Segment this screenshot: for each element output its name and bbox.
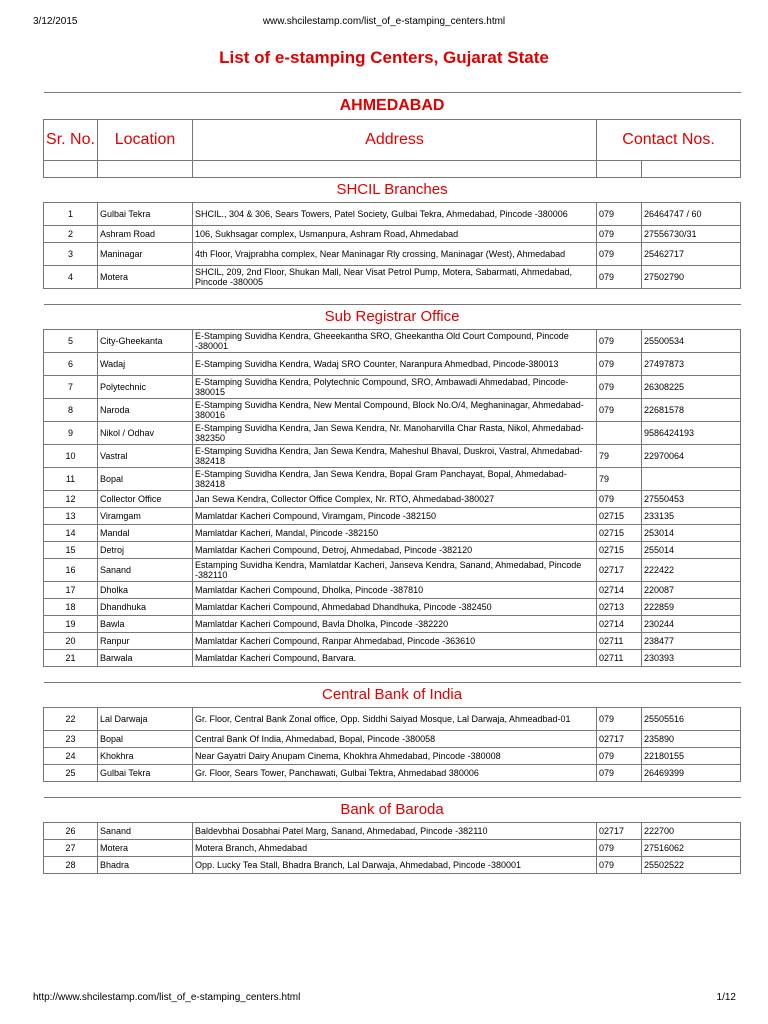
sr-no-cell: 13 <box>44 508 98 525</box>
address-cell: 4th Floor, Vrajprabha complex, Near Maninagar Rly crossing, Maninagar (West), Ahmedabad <box>193 243 597 266</box>
location-cell: Sanand <box>98 559 193 582</box>
section-spacer <box>44 782 741 798</box>
std-code-cell: 079 <box>597 330 642 353</box>
print-header <box>0 16 768 30</box>
address-cell: E-Stamping Suvidha Kendra, Jan Sewa Kendra, Bopal Gram Panchayat, Bopal, Ahmedabad-382418 <box>193 468 597 491</box>
sr-no-cell: 26 <box>44 823 98 840</box>
location-cell: Bopal <box>98 468 193 491</box>
city-heading-row <box>44 93 741 120</box>
address-cell: Mamlatdar Kacheri Compound, Detroj, Ahmedabad, Pincode -382120 <box>193 542 597 559</box>
std-code-cell: 079 <box>597 203 642 226</box>
phone-cell: 230393 <box>642 650 741 667</box>
sr-no-cell: 19 <box>44 616 98 633</box>
print-footer <box>0 992 768 1006</box>
table-row <box>44 731 741 748</box>
sr-no-cell: 25 <box>44 765 98 782</box>
std-code-cell: 02713 <box>597 599 642 616</box>
std-code-cell: 079 <box>597 226 642 243</box>
table-row <box>44 203 741 226</box>
section-heading: SHCIL Branches <box>44 178 741 203</box>
phone-cell: 233135 <box>642 508 741 525</box>
sr-no-cell: 10 <box>44 445 98 468</box>
address-cell: Gr. Floor, Sears Tower, Panchawati, Gulbai Tektra, Ahmedabad 380006 <box>193 765 597 782</box>
sr-no-cell: 27 <box>44 840 98 857</box>
location-cell: Bhadra <box>98 857 193 874</box>
phone-cell: 26308225 <box>642 376 741 399</box>
phone-cell: 22180155 <box>642 748 741 765</box>
sr-no-cell: 11 <box>44 468 98 491</box>
table-row <box>44 226 741 243</box>
std-code-cell: 079 <box>597 748 642 765</box>
std-code-cell <box>597 422 642 445</box>
phone-cell <box>642 468 741 491</box>
table-row <box>44 559 741 582</box>
table-row <box>44 353 741 376</box>
phone-cell: 25505516 <box>642 708 741 731</box>
std-code-cell: 02711 <box>597 650 642 667</box>
section-heading: Sub Registrar Office <box>44 305 741 330</box>
table-row <box>44 508 741 525</box>
address-cell: Mamlatdar Kacheri Compound, Ranpar Ahmedabad, Pincode -363610 <box>193 633 597 650</box>
address-cell: Motera Branch, Ahmedabad <box>193 840 597 857</box>
location-cell: Motera <box>98 266 193 289</box>
address-cell: Central Bank Of India, Ahmedabad, Bopal, Pincode -380058 <box>193 731 597 748</box>
section-spacer <box>44 667 741 683</box>
std-code-cell: 02717 <box>597 731 642 748</box>
std-code-cell: 02714 <box>597 582 642 599</box>
std-code-cell: 02715 <box>597 525 642 542</box>
std-code-cell: 079 <box>597 840 642 857</box>
std-code-cell: 079 <box>597 376 642 399</box>
table-row <box>44 582 741 599</box>
location-cell: Dholka <box>98 582 193 599</box>
sr-no-cell: 4 <box>44 266 98 289</box>
location-cell: Naroda <box>98 399 193 422</box>
table-row <box>44 542 741 559</box>
std-code-cell: 079 <box>597 708 642 731</box>
sr-no-cell: 17 <box>44 582 98 599</box>
phone-cell: 25500534 <box>642 330 741 353</box>
std-code-cell: 02717 <box>597 823 642 840</box>
table-row <box>44 633 741 650</box>
address-cell: Mamlatdar Kacheri Compound, Bavla Dholka, Pincode -382220 <box>193 616 597 633</box>
location-cell: Maninagar <box>98 243 193 266</box>
phone-cell: 27497873 <box>642 353 741 376</box>
table-row <box>44 708 741 731</box>
address-cell: Opp. Lucky Tea Stall, Bhadra Branch, Lal Darwaja, Ahmedabad, Pincode -380001 <box>193 857 597 874</box>
std-code-cell: 02715 <box>597 542 642 559</box>
print-url: www.shcilestamp.com/list_of_e-stamping_centers.html <box>262 16 506 27</box>
phone-cell: 25462717 <box>642 243 741 266</box>
phone-cell: 220087 <box>642 582 741 599</box>
section-spacer <box>44 289 741 305</box>
address-cell: SHCIL., 304 & 306, Sears Towers, Patel Society, Gulbai Tekra, Ahmedabad, Pincode -380006 <box>193 203 597 226</box>
std-code-cell: 02717 <box>597 559 642 582</box>
location-cell: Nikol / Odhav <box>98 422 193 445</box>
phone-cell: 235890 <box>642 731 741 748</box>
location-cell: Bopal <box>98 731 193 748</box>
section-heading: Bank of Baroda <box>44 798 741 823</box>
phone-cell: 22681578 <box>642 399 741 422</box>
location-cell: Viramgam <box>98 508 193 525</box>
location-cell: Ashram Road <box>98 226 193 243</box>
address-cell: Mamlatdar Kacheri Compound, Dholka, Pincode -387810 <box>193 582 597 599</box>
centers-table <box>43 92 741 874</box>
address-cell: Jan Sewa Kendra, Collector Office Complex, Nr. RTO, Ahmedabad-380027 <box>193 491 597 508</box>
phone-cell: 222422 <box>642 559 741 582</box>
table-row <box>44 330 741 353</box>
std-code-cell: 079 <box>597 399 642 422</box>
phone-cell: 222859 <box>642 599 741 616</box>
section-heading-row <box>44 305 741 330</box>
footer-url: http://www.shcilestamp.com/list_of_e-stamping_centers.html <box>33 992 301 1003</box>
address-cell: Near Gayatri Dairy Anupam Cinema, Khokhra Ahmedabad, Pincode -380008 <box>193 748 597 765</box>
location-cell: Bawla <box>98 616 193 633</box>
location-cell: Barwala <box>98 650 193 667</box>
location-cell: Collector Office <box>98 491 193 508</box>
location-cell: City-Gheekanta <box>98 330 193 353</box>
location-cell: Detroj <box>98 542 193 559</box>
phone-cell: 27502790 <box>642 266 741 289</box>
sr-no-cell: 3 <box>44 243 98 266</box>
table-row <box>44 650 741 667</box>
address-cell: E-Stamping Suvidha Kendra, New Mental Compound, Block No.O/4, Meghaninagar, Ahmedabad-380016 <box>193 399 597 422</box>
location-cell: Motera <box>98 840 193 857</box>
table-row <box>44 266 741 289</box>
column-header-row <box>44 120 741 161</box>
sr-no-cell: 21 <box>44 650 98 667</box>
location-cell: Sanand <box>98 823 193 840</box>
std-code-cell: 02714 <box>597 616 642 633</box>
std-code-cell: 079 <box>597 765 642 782</box>
centers-table-container <box>43 92 740 874</box>
address-cell: 106, Sukhsagar complex, Usmanpura, Ashram Road, Ahmedabad <box>193 226 597 243</box>
sr-no-cell: 24 <box>44 748 98 765</box>
sr-no-cell: 7 <box>44 376 98 399</box>
address-cell: Mamlatdar Kacheri Compound, Viramgam, Pincode -382150 <box>193 508 597 525</box>
phone-cell: 222700 <box>642 823 741 840</box>
sr-no-cell: 9 <box>44 422 98 445</box>
location-cell: Ranpur <box>98 633 193 650</box>
address-cell: Mamlatdar Kacheri, Mandal, Pincode -382150 <box>193 525 597 542</box>
table-row <box>44 765 741 782</box>
sr-no-cell: 15 <box>44 542 98 559</box>
std-code-cell: 079 <box>597 491 642 508</box>
sr-no-cell: 28 <box>44 857 98 874</box>
location-cell: Wadaj <box>98 353 193 376</box>
phone-cell: 27550453 <box>642 491 741 508</box>
sr-no-cell: 20 <box>44 633 98 650</box>
location-cell: Mandal <box>98 525 193 542</box>
address-cell: Mamlatdar Kacheri Compound, Barvara. <box>193 650 597 667</box>
city-heading: AHMEDABAD <box>44 93 741 120</box>
table-row <box>44 599 741 616</box>
phone-cell: 9586424193 <box>642 422 741 445</box>
address-cell: Estamping Suvidha Kendra, Mamlatdar Kacheri, Janseva Kendra, Sanand, Ahmedabad, Pincode -382110 <box>193 559 597 582</box>
phone-cell: 26464747 / 60 <box>642 203 741 226</box>
std-code-cell: 79 <box>597 468 642 491</box>
section-heading-row <box>44 798 741 823</box>
table-row <box>44 616 741 633</box>
table-row <box>44 748 741 765</box>
col-address: Address <box>193 120 597 161</box>
std-code-cell: 079 <box>597 266 642 289</box>
print-date: 3/12/2015 <box>33 16 78 27</box>
section-heading-row <box>44 683 741 708</box>
address-cell: E-Stamping Suvidha Kendra, Jan Sewa Kendra, Nr. Manoharvilla Char Rasta, Nikol, Ahmedabad-382350 <box>193 422 597 445</box>
table-row <box>44 823 741 840</box>
phone-cell: 25502522 <box>642 857 741 874</box>
address-cell: E-Stamping Suvidha Kendra, Wadaj SRO Counter, Naranpura Ahmedbad, Pincode-380013 <box>193 353 597 376</box>
location-cell: Vastral <box>98 445 193 468</box>
std-code-cell: 079 <box>597 243 642 266</box>
table-row <box>44 376 741 399</box>
page-number: 1/12 <box>716 992 736 1003</box>
table-row <box>44 422 741 445</box>
address-cell: Gr. Floor, Central Bank Zonal office, Opp. Siddhi Saiyad Mosque, Lal Darwaja, Ahmeadbad-01 <box>193 708 597 731</box>
phone-cell: 255014 <box>642 542 741 559</box>
col-sr-no: Sr. No. <box>44 120 98 161</box>
sr-no-cell: 6 <box>44 353 98 376</box>
std-code-cell: 079 <box>597 857 642 874</box>
address-cell: E-Stamping Suvidha Kendra, Gheeekantha SRO, Gheekantha Old Court Compound, Pincode -380001 <box>193 330 597 353</box>
sr-no-cell: 8 <box>44 399 98 422</box>
address-cell: Mamlatdar Kacheri Compound, Ahmedabad Dhandhuka, Pincode -382450 <box>193 599 597 616</box>
phone-cell: 253014 <box>642 525 741 542</box>
std-code-cell: 79 <box>597 445 642 468</box>
col-contact: Contact Nos. <box>597 120 741 161</box>
phone-cell: 238477 <box>642 633 741 650</box>
location-cell: Gulbai Tekra <box>98 203 193 226</box>
sr-no-cell: 18 <box>44 599 98 616</box>
sr-no-cell: 5 <box>44 330 98 353</box>
phone-cell: 22970064 <box>642 445 741 468</box>
location-cell: Lal Darwaja <box>98 708 193 731</box>
std-code-cell: 079 <box>597 353 642 376</box>
address-cell: Baldevbhai Dosabhai Patel Marg, Sanand, Ahmedabad, Pincode -382110 <box>193 823 597 840</box>
sr-no-cell: 12 <box>44 491 98 508</box>
address-cell: SHCIL, 209, 2nd Floor, Shukan Mall, Near Visat Petrol Pump, Motera, Sabarmati, Ahmedabad, Pincode -380005 <box>193 266 597 289</box>
table-row <box>44 243 741 266</box>
sr-no-cell: 16 <box>44 559 98 582</box>
sr-no-cell: 14 <box>44 525 98 542</box>
std-code-cell: 02715 <box>597 508 642 525</box>
sr-no-cell: 2 <box>44 226 98 243</box>
sr-no-cell: 23 <box>44 731 98 748</box>
section-heading: Central Bank of India <box>44 683 741 708</box>
table-row <box>44 857 741 874</box>
phone-cell: 230244 <box>642 616 741 633</box>
blank-row <box>44 161 741 178</box>
col-location: Location <box>98 120 193 161</box>
address-cell: E-Stamping Suvidha Kendra, Jan Sewa Kendra, Maheshul Bhaval, Duskroi, Vastral, Ahmedabad-382418 <box>193 445 597 468</box>
phone-cell: 27556730/31 <box>642 226 741 243</box>
table-row <box>44 525 741 542</box>
location-cell: Dhandhuka <box>98 599 193 616</box>
sr-no-cell: 22 <box>44 708 98 731</box>
location-cell: Polytechnic <box>98 376 193 399</box>
phone-cell: 27516062 <box>642 840 741 857</box>
table-row <box>44 491 741 508</box>
table-row <box>44 840 741 857</box>
phone-cell: 26469399 <box>642 765 741 782</box>
location-cell: Gulbai Tekra <box>98 765 193 782</box>
location-cell: Khokhra <box>98 748 193 765</box>
page-title: List of e-stamping Centers, Gujarat State <box>219 48 549 67</box>
std-code-cell: 02711 <box>597 633 642 650</box>
section-heading-row <box>44 178 741 203</box>
table-row <box>44 468 741 491</box>
table-row <box>44 445 741 468</box>
address-cell: E-Stamping Suvidha Kendra, Polytechnic Compound, SRO, Ambawadi Ahmedabad, Pincode-380015 <box>193 376 597 399</box>
sr-no-cell: 1 <box>44 203 98 226</box>
table-row <box>44 399 741 422</box>
